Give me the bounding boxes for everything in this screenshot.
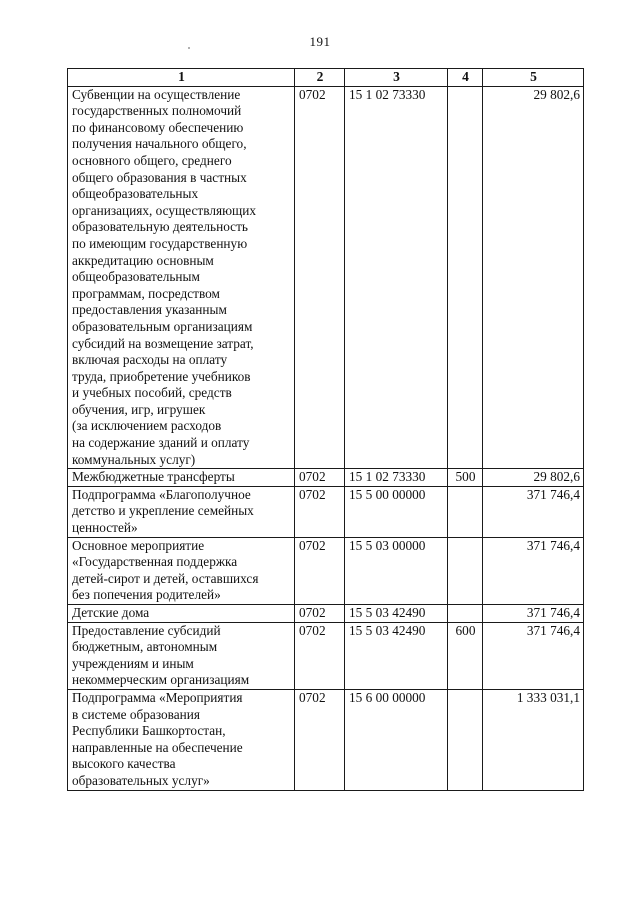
row-amount: 29 802,6 <box>483 86 584 469</box>
row-amount: 371 746,4 <box>483 605 584 623</box>
row-section: 0702 <box>295 689 345 790</box>
row-name: Межбюджетные трансферты <box>68 469 295 487</box>
budget-table <box>67 68 584 791</box>
row-section: 0702 <box>295 486 345 537</box>
row-section: 0702 <box>295 537 345 604</box>
row-code: 15 1 02 73330 <box>345 469 448 487</box>
header-col-4: 4 <box>448 69 483 87</box>
row-code: 15 5 03 42490 <box>345 605 448 623</box>
row-name: Предоставление субсидий бюджетным, автономным учреждениям и иным некоммерческим организациям <box>68 622 295 689</box>
row-expense-type <box>448 689 483 790</box>
table-row <box>68 486 584 537</box>
header-col-3: 3 <box>345 69 448 87</box>
row-section: 0702 <box>295 86 345 469</box>
header-col-2: 2 <box>295 69 345 87</box>
row-expense-type: 500 <box>448 469 483 487</box>
row-code: 15 5 03 42490 <box>345 622 448 689</box>
row-name: Основное мероприятие «Государственная поддержка детей-сирот и детей, оставшихся без попечения родителей» <box>68 537 295 604</box>
row-expense-type <box>448 605 483 623</box>
table-row <box>68 689 584 790</box>
table-row <box>68 537 584 604</box>
table-row <box>68 622 584 689</box>
header-row <box>68 69 584 87</box>
row-expense-type <box>448 86 483 469</box>
row-code: 15 1 02 73330 <box>345 86 448 469</box>
row-amount: 29 802,6 <box>483 469 584 487</box>
row-name: Детские дома <box>68 605 295 623</box>
header-col-1: 1 <box>68 69 295 87</box>
row-code: 15 5 03 00000 <box>345 537 448 604</box>
row-expense-type: 600 <box>448 622 483 689</box>
row-code: 15 6 00 00000 <box>345 689 448 790</box>
row-expense-type <box>448 486 483 537</box>
row-name: Подпрограмма «Благополучное детство и укрепление семейных ценностей» <box>68 486 295 537</box>
table-row <box>68 86 584 469</box>
row-name: Подпрограмма «Мероприятия в системе образования Республики Башкортостан, направленные на обеспечение высокого качества образовательных услуг» <box>68 689 295 790</box>
table-row <box>68 605 584 623</box>
row-name: Субвенции на осуществление государственных полномочий по финансовому обеспечению получения начального общего, основного общего, среднего общего образования в частных общеобразовательных организациях, осуществляющих образовательную деятельность по имеющим государственную аккредитацию основным общеобразовательным программам, посредством предоставления указанным образовательным организациям субсидий на возмещение затрат, включая расходы на оплату труда, приобретение учебников и учебных пособий, средств обучения, игр, игрушек (за исключением расходов на содержание зданий и оплату коммунальных услуг) <box>68 86 295 469</box>
row-section: 0702 <box>295 622 345 689</box>
row-expense-type <box>448 537 483 604</box>
row-code: 15 5 00 00000 <box>345 486 448 537</box>
row-section: 0702 <box>295 605 345 623</box>
header-col-5: 5 <box>483 69 584 87</box>
scan-speck <box>188 47 190 49</box>
row-amount: 1 333 031,1 <box>483 689 584 790</box>
row-amount: 371 746,4 <box>483 622 584 689</box>
row-amount: 371 746,4 <box>483 537 584 604</box>
table-row <box>68 469 584 487</box>
page-number: 191 <box>309 34 331 49</box>
row-section: 0702 <box>295 469 345 487</box>
row-amount: 371 746,4 <box>483 486 584 537</box>
